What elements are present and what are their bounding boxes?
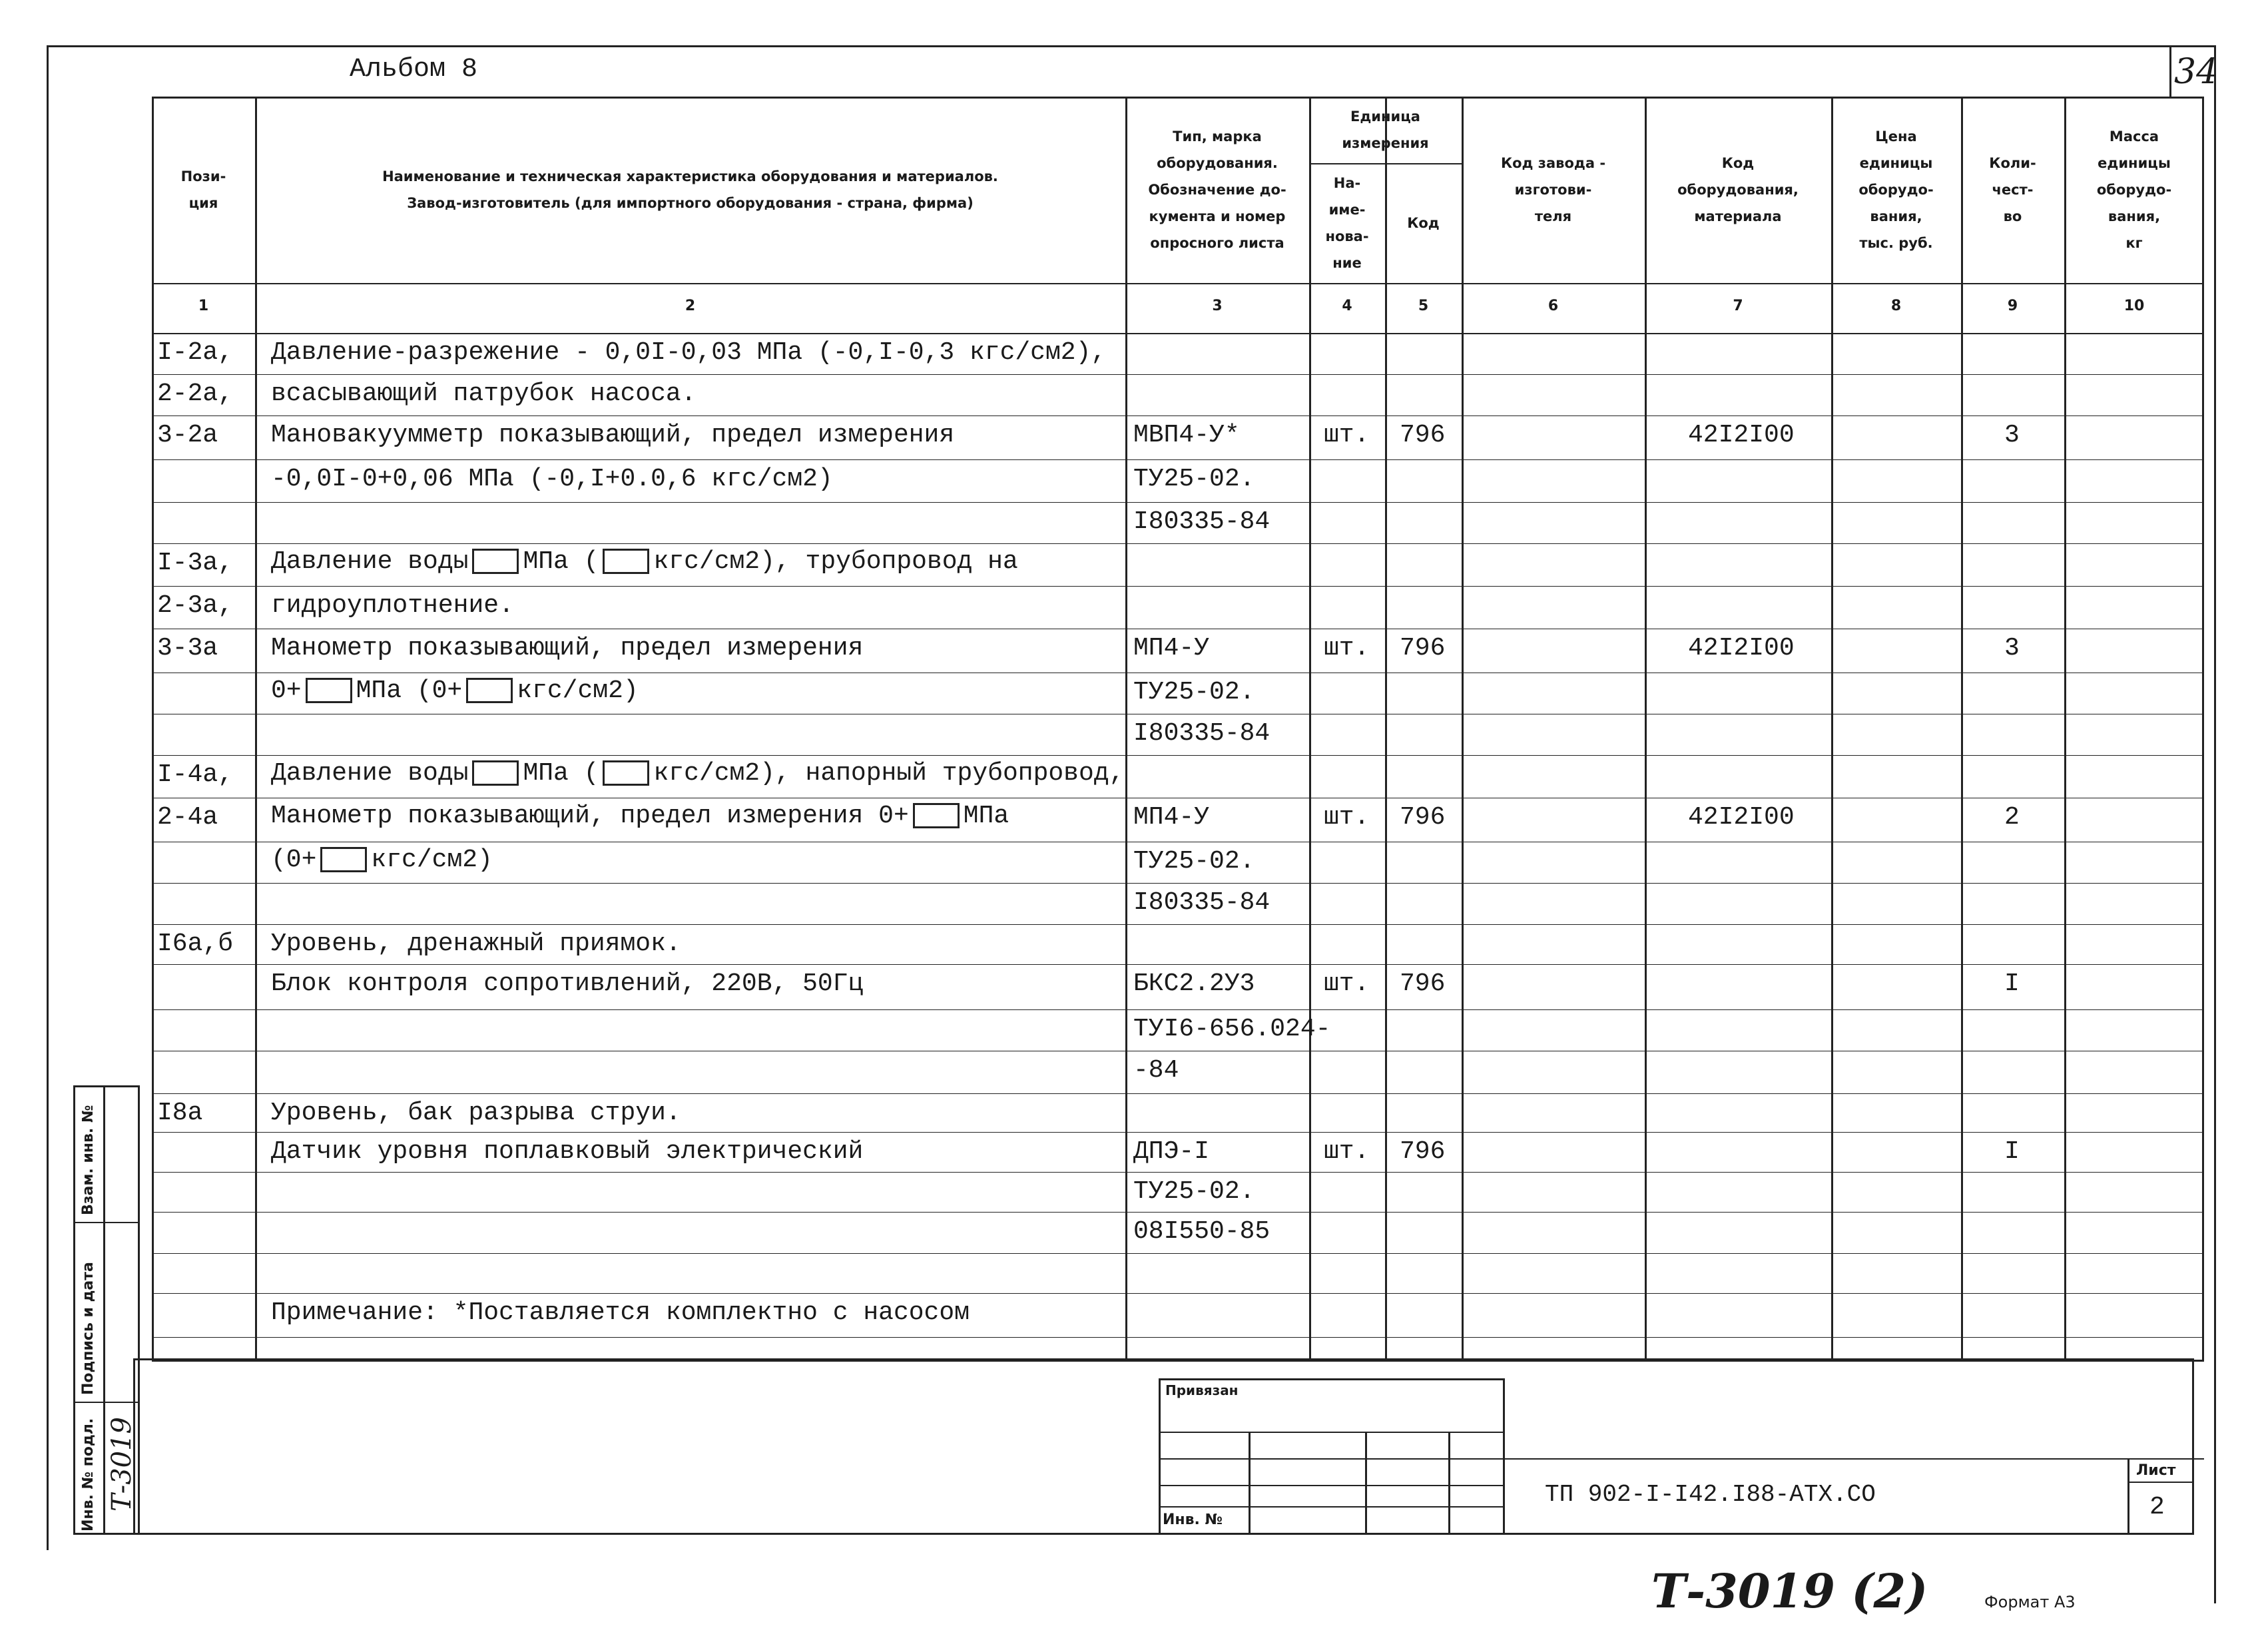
row-quantity: 3 [2004, 634, 2020, 663]
header-type-line: Тип, марка [1173, 129, 1262, 144]
row-description: всасывающий патрубок насоса. [271, 380, 697, 408]
column-number-divider [152, 333, 2204, 334]
header-material-code-line: Код [1721, 155, 1755, 171]
row-type: МП4-У [1133, 803, 1210, 832]
row-type: ТУ25-02. [1133, 678, 1255, 706]
row-unit: шт. [1324, 634, 1370, 663]
row-line [152, 1132, 2204, 1133]
blank-value-box [306, 678, 352, 703]
blank-value-box [913, 803, 960, 828]
header-price [1831, 97, 1961, 283]
header-price-line: вания, [1870, 208, 1922, 224]
row-line [152, 755, 2204, 756]
header-mass-line: вания, [2108, 208, 2161, 224]
row-line [152, 1253, 2204, 1254]
row-description [271, 802, 1009, 830]
description-part: кгс/см2) [371, 846, 493, 874]
row-line [152, 586, 2204, 587]
description-part: МПа (0+ [356, 677, 463, 705]
header-name [255, 97, 1125, 283]
podpis-label: Подпись и дата [80, 1262, 97, 1395]
description-part: Давление воды [271, 759, 469, 788]
list-number: 2 [2149, 1493, 2165, 1521]
doc-code: ТП 902-I-I42.I88-АТХ.СО [1545, 1481, 1876, 1508]
header-mass [2064, 97, 2204, 283]
top-border [47, 45, 2214, 47]
stamp-line-2 [1159, 1458, 1505, 1460]
row-type: ДПЭ-I [1133, 1137, 1210, 1166]
row-material-code: 42I2I00 [1688, 421, 1795, 449]
description-part: (0+ [271, 846, 317, 874]
row-unit: шт. [1324, 803, 1370, 832]
header-material-code [1645, 97, 1831, 283]
blank-value-box [472, 760, 519, 786]
stamp-col-1 [1249, 1432, 1251, 1535]
row-description [271, 759, 1124, 788]
side-line-1 [73, 1222, 140, 1223]
description-part: Давление воды [271, 547, 469, 576]
row-line [152, 459, 2204, 460]
header-quantity-line: Коли- [1989, 155, 2036, 171]
row-unit: шт. [1324, 1137, 1370, 1166]
row-line [152, 374, 2204, 375]
header-price-line: единицы [1859, 155, 1933, 171]
header-quantity [1961, 97, 2064, 283]
column-number: 4 [1342, 298, 1352, 314]
column-number: 6 [1548, 298, 1559, 314]
row-description: Блок контроля сопротивлений, 220В, 50Гц [271, 969, 864, 998]
header-name-line: Наименование и техническая характеристика оборудования и материалов. [382, 168, 998, 184]
bottom-handwritten-mark: Т-3019 (2) [1651, 1563, 1928, 1619]
header-mass-line: Масса [2109, 129, 2159, 144]
row-unit-code: 796 [1400, 421, 1446, 449]
row-description: -0,0I-0+0,06 МПа (-0,I+0.0,6 кгс/см2) [271, 465, 833, 493]
column-number: 2 [685, 298, 696, 314]
row-line [152, 1212, 2204, 1213]
row-description: Датчик уровня поплавковый электрический [271, 1137, 864, 1166]
row-description [271, 846, 493, 874]
description-part: кгс/см2), напорный трубопровод, [653, 759, 1125, 788]
row-description [271, 677, 639, 705]
row-position: 3-2а [157, 421, 218, 449]
left-border [47, 45, 49, 1550]
header-position-line: Пози- [180, 168, 226, 184]
row-type: I80335-84 [1133, 719, 1270, 748]
row-description: Уровень, дренажный приямок. [271, 930, 681, 958]
stamp-line-3 [1159, 1485, 1505, 1486]
row-description: гидроуплотнение. [271, 591, 514, 620]
header-maker-code-line: Код завода - [1500, 155, 1606, 171]
stamp-col-2 [1365, 1432, 1367, 1535]
blank-value-box [603, 760, 649, 786]
row-description: Примечание: *Поставляется комплектно с насосом [271, 1298, 970, 1327]
header-type-line: Обозначение до- [1148, 182, 1286, 198]
column-number: 3 [1212, 298, 1223, 314]
inv-podl-label: Инв. № подл. [80, 1418, 97, 1531]
row-line [152, 1172, 2204, 1173]
row-line [152, 883, 2204, 884]
description-part: Манометр показывающий, предел измерения 0+ [271, 802, 909, 830]
doc-code-line [1505, 1458, 2204, 1460]
row-type: МП4-У [1133, 634, 1210, 663]
description-part: кгс/см2) [517, 677, 639, 705]
stamp-col-3 [1448, 1432, 1450, 1535]
row-type: ТУI6-656.024- [1133, 1015, 1331, 1043]
header-divider [152, 283, 2204, 284]
row-unit: шт. [1324, 421, 1370, 449]
row-type: I80335-84 [1133, 888, 1270, 917]
row-quantity: 3 [2004, 421, 2020, 449]
header-unit [1309, 97, 1462, 163]
description-part: МПа ( [523, 759, 599, 788]
row-description: Уровень, бак разрыва струи. [271, 1099, 681, 1127]
header-unit-name-line: име- [1328, 202, 1366, 218]
row-material-code: 42I2I00 [1688, 634, 1795, 663]
privyazan-label: Привязан [1165, 1382, 1239, 1398]
row-type: ТУ25-02. [1133, 1177, 1255, 1206]
header-position [152, 97, 255, 283]
row-line [152, 964, 2204, 965]
row-quantity: I [2004, 969, 2020, 998]
header-mass-line: кг [2125, 235, 2143, 251]
side-line-2 [73, 1402, 140, 1403]
header-unit-name-line: На- [1333, 175, 1361, 191]
row-line [152, 1093, 2204, 1094]
row-line [152, 543, 2204, 544]
header-unit-line: измерения [1342, 135, 1429, 151]
list-divider [2127, 1458, 2129, 1535]
row-description [271, 547, 1018, 576]
row-description: Мановакуумметр показывающий, предел измерения [271, 421, 955, 449]
row-line [152, 502, 2204, 503]
header-position-line: ция [188, 195, 218, 211]
row-type: ТУ25-02. [1133, 465, 1255, 493]
header-unit-code-line: Код [1407, 215, 1440, 231]
header-material-code-line: оборудования, [1677, 182, 1799, 198]
description-part: МПа [963, 802, 1009, 830]
row-line [152, 415, 2204, 416]
header-type-line: кумента и номер [1149, 208, 1286, 224]
row-position: 2-2а, [157, 380, 234, 408]
header-price-line: оборудо- [1858, 182, 1934, 198]
row-position: I-2а, [157, 338, 234, 367]
column-number: 5 [1418, 298, 1429, 314]
stamp-line-1 [1159, 1432, 1505, 1433]
row-position: 3-3а [157, 634, 218, 663]
blank-value-box [466, 678, 513, 703]
blank-value-box [320, 847, 367, 872]
row-description: Давление-разрежение - 0,0I-0,03 МПа (-0,I-0,3 кгс/см2), [271, 338, 1107, 367]
row-description: Манометр показывающий, предел измерения [271, 634, 864, 663]
row-quantity: 2 [2004, 803, 2020, 832]
row-unit-code: 796 [1400, 1137, 1446, 1166]
list-label: Лист [2136, 1462, 2176, 1479]
header-type-line: опросного листа [1150, 235, 1284, 251]
row-quantity: I [2004, 1137, 2020, 1166]
header-mass-line: единицы [2098, 155, 2171, 171]
description-part: 0+ [271, 677, 302, 705]
row-type: БКС2.2У3 [1133, 969, 1255, 998]
blank-value-box [472, 549, 519, 574]
header-price-line: Цена [1875, 129, 1917, 144]
row-position: I-4а, [157, 760, 234, 789]
vzam-label: Взам. инв. № [80, 1105, 97, 1215]
right-border [2214, 45, 2216, 1603]
header-unit-name-line: ние [1332, 255, 1362, 271]
header-unit-name-line: нова- [1325, 228, 1369, 244]
row-type: МВП4-У* [1133, 421, 1240, 449]
column-number: 1 [198, 298, 209, 314]
header-name-line: Завод-изготовитель (для импортного оборудования - страна, фирма) [407, 195, 974, 211]
row-line [152, 1009, 2204, 1010]
row-position: I6а,б [157, 930, 234, 958]
inv-podl-value: Т-3019 [107, 1417, 137, 1512]
row-position: I-3а, [157, 549, 234, 577]
column-number: 10 [2123, 298, 2145, 314]
header-mass-line: оборудо- [2096, 182, 2172, 198]
stamp-line-4 [1159, 1506, 1505, 1508]
row-unit-code: 796 [1400, 969, 1446, 998]
row-position: I8а [157, 1099, 203, 1127]
description-part: МПа ( [523, 547, 599, 576]
header-quantity-line: во [2003, 208, 2022, 224]
row-line [152, 924, 2204, 925]
row-type: I80335-84 [1133, 507, 1270, 536]
row-unit: шт. [1324, 969, 1370, 998]
header-unit-line: Единица [1350, 109, 1420, 125]
row-line [152, 1337, 2204, 1338]
header-type-line: оборудования. [1157, 155, 1278, 171]
description-part: кгс/см2), трубопровод на [653, 547, 1018, 576]
inv-no-label: Инв. № [1163, 1512, 1223, 1528]
header-maker-code [1462, 97, 1645, 283]
row-position: 2-3а, [157, 591, 234, 620]
side-mid-line [103, 1085, 105, 1535]
column-number: 9 [2007, 298, 2018, 314]
row-line [152, 1293, 2204, 1294]
header-maker-code-line: изготови- [1514, 182, 1592, 198]
header-quantity-line: чест- [1992, 182, 2034, 198]
header-material-code-line: материала [1694, 208, 1782, 224]
row-type: 08I550-85 [1133, 1217, 1270, 1246]
header-type [1125, 97, 1309, 283]
row-position: 2-4а [157, 803, 218, 832]
header-maker-code-line: теля [1534, 208, 1572, 224]
album-label: Альбом 8 [350, 55, 478, 85]
row-type: ТУ25-02. [1133, 847, 1255, 876]
header-unit-code [1385, 163, 1462, 283]
blank-value-box [603, 549, 649, 574]
column-number: 8 [1890, 298, 1902, 314]
page-number: 34 [2174, 52, 2219, 92]
row-material-code: 42I2I00 [1688, 803, 1795, 832]
list-line [2127, 1482, 2194, 1483]
row-unit-code: 796 [1400, 634, 1446, 663]
format-label: Формат А3 [1984, 1593, 2076, 1611]
column-number: 7 [1733, 298, 1743, 314]
header-price-line: тыс. руб. [1859, 235, 1933, 251]
header-unit-name [1309, 163, 1385, 283]
row-unit-code: 796 [1400, 803, 1446, 832]
page-number-divider [2169, 45, 2171, 99]
row-type: -84 [1133, 1056, 1179, 1085]
